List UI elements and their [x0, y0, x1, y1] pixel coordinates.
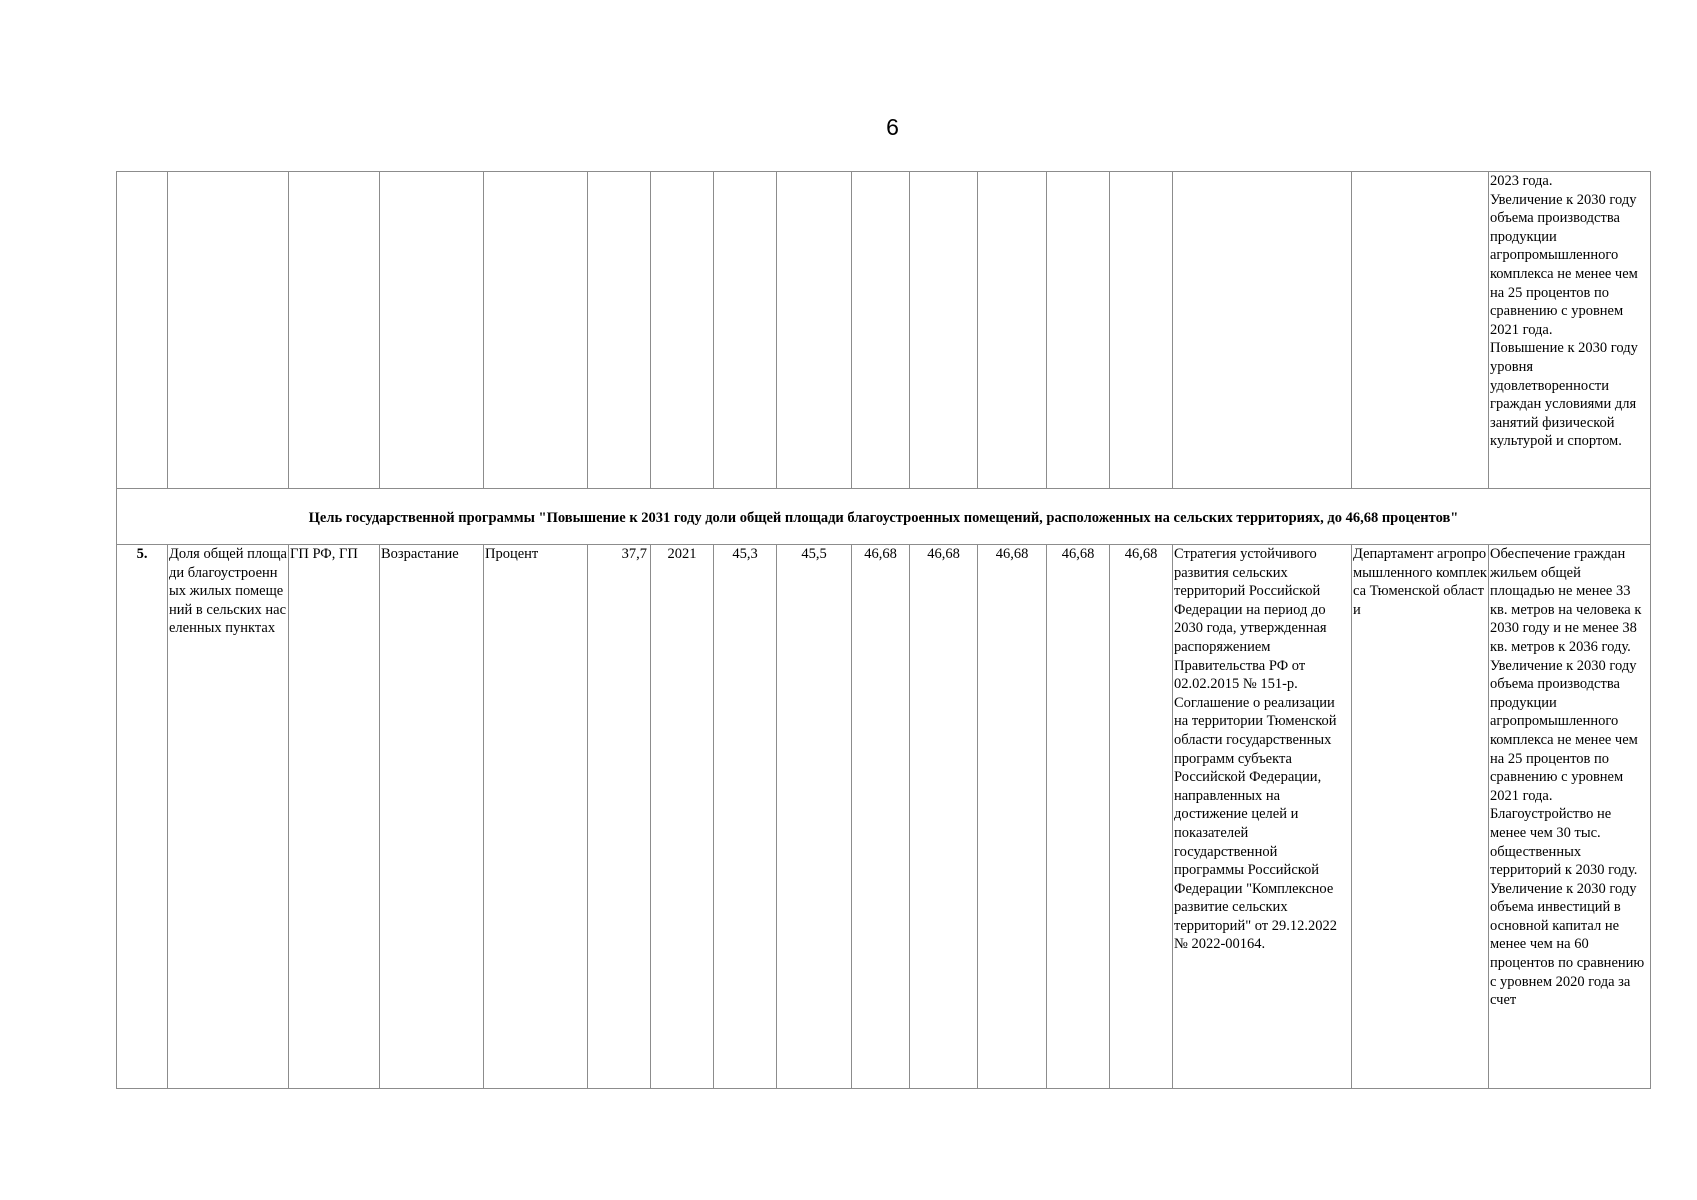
cell-empty [289, 172, 380, 489]
cell-empty [714, 172, 777, 489]
cell-empty [1047, 172, 1110, 489]
cell-empty [588, 172, 651, 489]
cell-empty [380, 172, 484, 489]
table-row-continuation [117, 172, 1651, 489]
cell-base-year: 2021 [651, 545, 714, 1089]
cell-value-5: 46,68 [978, 545, 1047, 1089]
cell-empty [910, 172, 978, 489]
cell-empty [117, 172, 168, 489]
cell-results-continued: 2023 года. Увеличение к 2030 году объема производства продукции агропромышленного комплекса не менее чем на 25 процентов по сравнению с уровнем 2021 года. Повышение к 2030 году уровня удовлетворенности граждан условиями для занятий физической культурой и спортом. [1489, 172, 1651, 489]
cell-level: ГП РФ, ГП [289, 545, 380, 1089]
cell-empty [852, 172, 910, 489]
cell-value-7: 46,68 [1110, 545, 1173, 1089]
page-number: 6 [886, 114, 899, 140]
cell-value-6: 46,68 [1047, 545, 1110, 1089]
cell-unit: Процент [484, 545, 588, 1089]
cell-base-value: 37,7 [588, 545, 651, 1089]
cell-documents: Стратегия устойчивого развития сельских территорий Российской Федерации на период до 2030 года, утвержденная распоряжением Правительства РФ от 02.02.2015 № 151-р. Соглашение о реализации на территории Тюменской области государственных программ субъекта Российской Федерации, направленных на достижение целей и показателей государственной программы Российской Федерации "Комплексное развитие сельских территорий" от 29.12.2022 № 2022-00164. [1173, 545, 1352, 1089]
cell-results: Обеспечение граждан жильем общей площадью не менее 33 кв. метров на человека к 2030 году и не менее 38 кв. метров к 2036 году. Увеличение к 2030 году объема производства продукции агропромышленного комплекса не менее чем на 25 процентов по сравнению с уровнем 2021 года. Благоустройство не менее чем 30 тыс. общественных территорий к 2030 году. Увеличение к 2030 году объема инвестиций в основной капитал не менее чем на 60 процентов по сравнению с уровнем 2020 года за счет [1489, 545, 1651, 1089]
cell-empty [484, 172, 588, 489]
cell-empty [1173, 172, 1352, 489]
cell-trend: Возрастание [380, 545, 484, 1089]
cell-value-4: 46,68 [910, 545, 978, 1089]
cell-row-number: 5. [117, 545, 168, 1089]
goal-heading: Цель государственной программы "Повышение к 2031 году доли общей площади благоустроенных помещений, расположенных на сельских территориях, до 46,68 процентов" [117, 489, 1651, 545]
cell-responsible: Департамент агропромышленного комплекса Тюменской области [1352, 545, 1489, 1089]
cell-empty [1352, 172, 1489, 489]
cell-value-3: 46,68 [852, 545, 910, 1089]
cell-empty [978, 172, 1047, 489]
table-row-indicator [117, 545, 1651, 1089]
cell-indicator-name: Доля общей площади благоустроенных жилых помещений в сельских населенных пунктах [168, 545, 289, 1089]
cell-empty [1110, 172, 1173, 489]
cell-value-1: 45,3 [714, 545, 777, 1089]
cell-empty [777, 172, 852, 489]
table-row-goal [117, 489, 1651, 545]
cell-empty [168, 172, 289, 489]
cell-empty [651, 172, 714, 489]
cell-value-2: 45,5 [777, 545, 852, 1089]
indicators-table [116, 171, 1651, 1089]
